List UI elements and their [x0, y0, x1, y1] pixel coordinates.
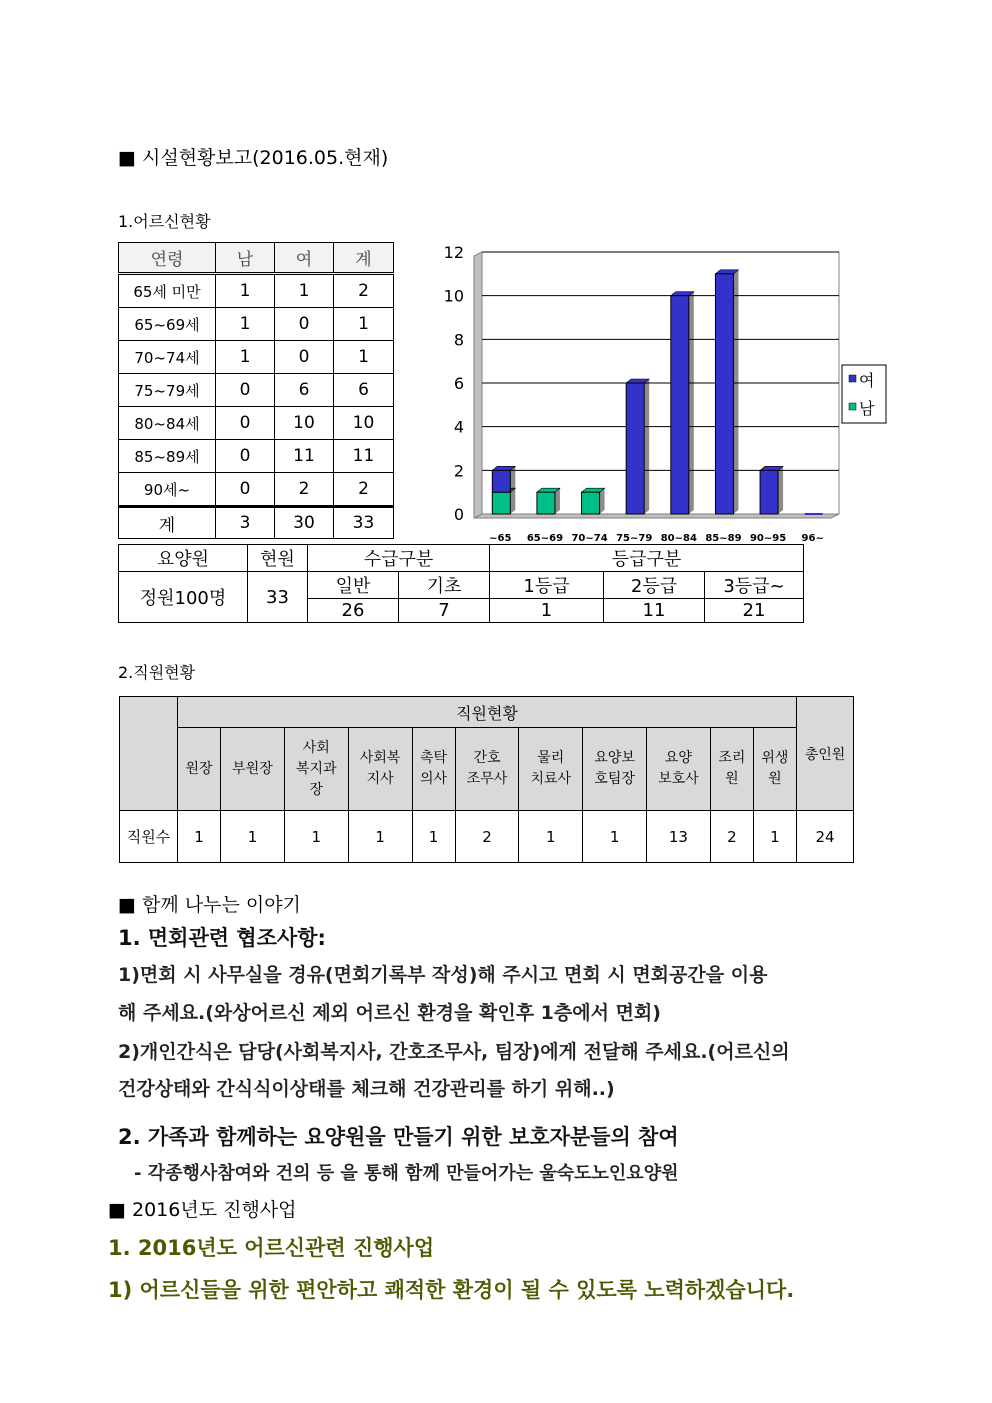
x-tick-label: 65~69: [526, 533, 564, 544]
staff-position-header: 조리 원: [710, 728, 753, 811]
item1-line4: 건강상태와 간식식이상태를 체크해 건강관리를 하기 위해..): [118, 1078, 615, 1100]
y-tick-label: 10: [443, 286, 464, 306]
staff-count-cell: 1: [519, 811, 583, 863]
section1-title: 1.어르신현황: [118, 212, 211, 231]
y-tick-label: 12: [443, 243, 464, 262]
y-tick-label: 6: [453, 374, 464, 393]
male-cell: 0: [216, 440, 275, 473]
staff-position-header: 사회복 지사: [348, 728, 412, 811]
bar-side: [555, 488, 560, 514]
x-tick-label: 70~74: [571, 533, 608, 544]
bar-side: [733, 270, 738, 514]
elder-header-total: 계: [334, 243, 394, 274]
x-tick-label: 85~89: [705, 533, 742, 544]
total-male: 3: [216, 507, 275, 539]
staff-count-cell: 1: [178, 811, 221, 863]
table-row: [119, 374, 394, 407]
staff-position-header: 위생 원: [753, 728, 796, 811]
project-heading: ■ 2016년도 진행사업: [108, 1199, 297, 1221]
staff-total-header: 총인원: [797, 697, 854, 811]
staff-position-header: 간호 조무사: [455, 728, 519, 811]
total-sum: 33: [334, 507, 394, 539]
y-tick-label: 4: [453, 417, 464, 437]
report-title: ■ 시설현황보고(2016.05.현재): [118, 147, 389, 169]
total-label: 계: [119, 507, 216, 539]
male-cell: 1: [216, 341, 275, 374]
table-row: [119, 274, 394, 308]
table-row: [119, 440, 394, 473]
bar-female: [715, 274, 733, 514]
header-sugeup: 수급구분: [308, 545, 490, 572]
staff-count-row: [120, 811, 854, 863]
y-tick-label: 0: [453, 505, 464, 524]
project-item2: 1) 어르신들을 위한 편안하고 쾌적한 환경이 될 수 있도록 노력하겠습니다.: [108, 1278, 795, 1302]
staff-count-cell: 1: [753, 811, 796, 863]
value-grade2: 11: [604, 599, 705, 623]
value-gicho: 7: [399, 599, 490, 623]
section2-title: 2.직원현황: [118, 663, 196, 682]
chart-side-wall: [474, 252, 482, 518]
story-heading: ■ 함께 나누는 이야기: [118, 894, 301, 916]
legend-label: 남: [859, 399, 875, 418]
bar-side: [510, 466, 515, 492]
female-cell: 11: [275, 440, 334, 473]
staff-count-cell: 1: [221, 811, 285, 863]
age-cell: 70~74세: [119, 341, 216, 374]
sum-cell: 10: [334, 407, 394, 440]
y-tick-label: 2: [453, 461, 464, 481]
elder-header-female: 여: [275, 243, 334, 274]
age-cell: 65~69세: [119, 308, 216, 341]
item1-line1: 1)면회 시 사무실을 경유(면회기록부 작성)해 주시고 면회 시 면회공간을 이용: [118, 964, 768, 986]
elder-status-table: [118, 242, 394, 539]
legend-label: 여: [859, 371, 875, 390]
bar-male: [492, 492, 510, 514]
capacity-cell: 정원100명: [119, 572, 248, 623]
sum-cell: 6: [334, 374, 394, 407]
staff-count-cell: 1: [284, 811, 348, 863]
bar-male: [537, 492, 555, 514]
x-tick-label: 75~79: [616, 533, 653, 544]
staff-position-header: 촉탁 의사: [412, 728, 455, 811]
sub-header-grade3: 3등급~: [705, 572, 804, 599]
staff-position-header: 요양보 호팀장: [583, 728, 647, 811]
item2-line1: - 각종행사참여와 건의 등 을 통해 함께 만들어가는 울숙도노인요양원: [134, 1163, 679, 1184]
female-cell: 0: [275, 308, 334, 341]
table-row: [119, 473, 394, 507]
bar-side: [778, 466, 783, 514]
staff-row-label: 직원수: [120, 811, 178, 863]
staff-position-header: 물리 치료사: [519, 728, 583, 811]
sum-cell: 1: [334, 308, 394, 341]
female-cell: 1: [275, 274, 334, 308]
staff-position-header: 원장: [178, 728, 221, 811]
value-ilban: 26: [308, 599, 399, 623]
bar-male: [582, 492, 600, 514]
sum-cell: 2: [334, 473, 394, 507]
value-grade1: 1: [490, 599, 604, 623]
sub-header-grade2: 2등급: [604, 572, 705, 599]
male-cell: 0: [216, 473, 275, 507]
x-tick-label: 90~95: [749, 533, 787, 544]
bar-female: [626, 383, 644, 514]
table-row: [119, 341, 394, 374]
item1-line2: 해 주세요.(와상어르신 제외 어르신 환경을 확인후 1층에서 면회): [118, 1002, 661, 1024]
corner-cell: [120, 697, 178, 811]
care-summary-table: [118, 544, 804, 623]
bar-side: [510, 488, 515, 514]
male-cell: 0: [216, 374, 275, 407]
legend-swatch: [849, 375, 856, 382]
x-tick-label: 96~: [801, 533, 824, 544]
staff-position-header: 부원장: [221, 728, 285, 811]
bar-side: [644, 379, 649, 514]
item1-line3: 2)개인간식은 담당(사회복지사, 간호조무사, 팀장)에게 전달해 주세요.(어르신의: [118, 1041, 790, 1063]
male-cell: 1: [216, 274, 275, 308]
bar-female: [760, 470, 778, 514]
age-cell: 90세~: [119, 473, 216, 507]
staff-count-cell: 1: [412, 811, 455, 863]
table-row: [119, 407, 394, 440]
female-cell: 10: [275, 407, 334, 440]
staff-count-cell: 2: [710, 811, 753, 863]
x-tick-label: ~65: [489, 533, 512, 544]
female-cell: 2: [275, 473, 334, 507]
bar-female: [671, 296, 689, 514]
sub-header-grade1: 1등급: [490, 572, 604, 599]
value-grade3: 21: [705, 599, 804, 623]
sub-header-gicho: 기초: [399, 572, 490, 599]
age-bar-chart: [436, 240, 896, 545]
project-item1: 1. 2016년도 어르신관련 진행사업: [108, 1236, 435, 1260]
male-cell: 0: [216, 407, 275, 440]
item2-title: 2. 가족과 함께하는 요양원을 만들기 위한 보호자분들의 참여: [118, 1125, 679, 1149]
age-cell: 85~89세: [119, 440, 216, 473]
legend-swatch: [849, 403, 856, 410]
y-tick-label: 8: [453, 330, 464, 350]
age-cell: 65세 미만: [119, 274, 216, 308]
total-row: [119, 507, 394, 539]
total-female: 30: [275, 507, 334, 539]
current-cell: 33: [248, 572, 308, 623]
staff-group-header: 직원현황: [178, 697, 797, 728]
staff-position-header: 사회 복지과 장: [284, 728, 348, 811]
elder-header-age: 연령: [119, 243, 216, 274]
staff-position-row: [120, 728, 854, 811]
header-hyeonwon: 현원: [248, 545, 308, 572]
staff-count-cell: 1: [583, 811, 647, 863]
staff-position-header: 요양 보호사: [647, 728, 711, 811]
staff-count-cell: 13: [647, 811, 711, 863]
item1-title: 1. 면회관련 협조사항:: [118, 926, 326, 950]
staff-total-cell: 24: [797, 811, 854, 863]
sum-cell: 1: [334, 341, 394, 374]
female-cell: 0: [275, 341, 334, 374]
sum-cell: 2: [334, 274, 394, 308]
elder-header-male: 남: [216, 243, 275, 274]
male-cell: 1: [216, 308, 275, 341]
bar-female: [492, 470, 510, 492]
table-row: [119, 308, 394, 341]
header-yoyangwon: 요양원: [119, 545, 248, 572]
x-tick-label: 80~84: [660, 533, 697, 544]
staff-count-cell: 1: [348, 811, 412, 863]
bar-side: [689, 292, 694, 514]
staff-count-cell: 2: [455, 811, 519, 863]
sum-cell: 11: [334, 440, 394, 473]
age-cell: 75~79세: [119, 374, 216, 407]
sub-header-ilban: 일반: [308, 572, 399, 599]
female-cell: 6: [275, 374, 334, 407]
staff-status-table: [119, 696, 854, 863]
chart-floor: [474, 514, 839, 518]
bar-side: [600, 488, 605, 514]
age-cell: 80~84세: [119, 407, 216, 440]
header-deunggeup: 등급구분: [490, 545, 804, 572]
